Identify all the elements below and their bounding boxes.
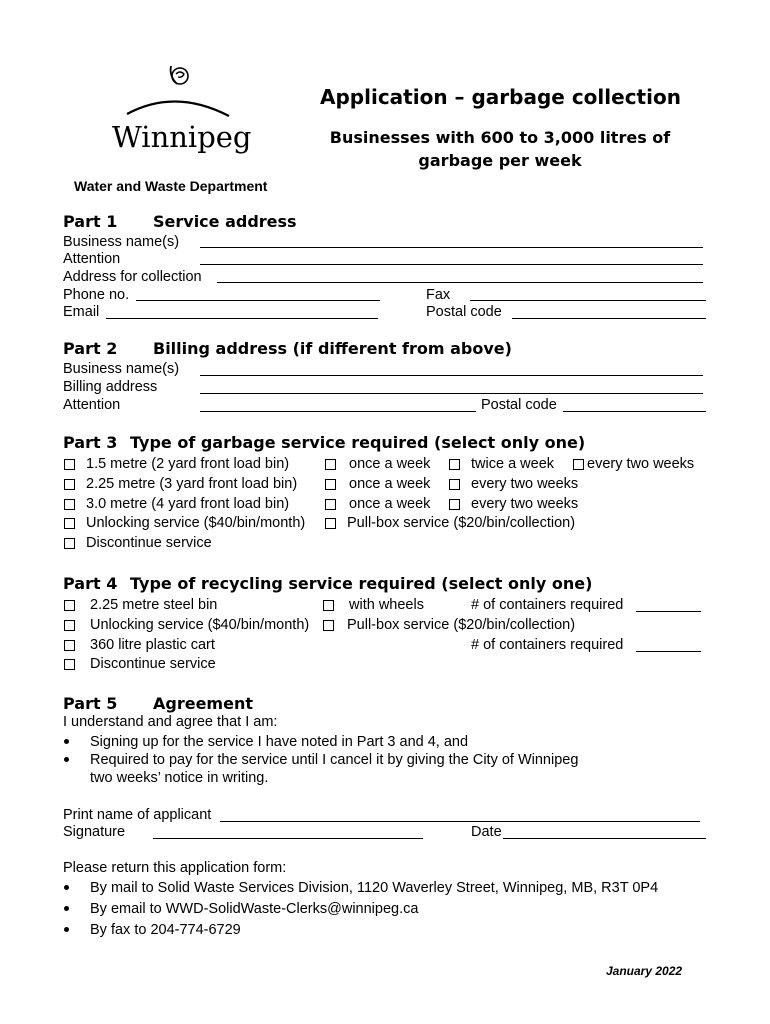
billing-attention-label: Attention <box>63 397 121 413</box>
return-bullet-email <box>64 906 69 911</box>
part1-heading: Service address <box>153 212 297 231</box>
opt-1-5-twice-label: twice a week <box>471 456 555 472</box>
postal-field[interactable] <box>512 318 706 319</box>
agreement-bullet-1 <box>64 739 69 744</box>
opt-3-0-every-two-label: every two weeks <box>471 496 579 512</box>
attention-label: Attention <box>63 251 121 267</box>
garbage-pullbox-label: Pull-box service ($20/bin/collection) <box>347 515 576 531</box>
opt-1-5-twice-checkbox[interactable] <box>449 459 460 470</box>
page-subtitle-2: garbage per week <box>418 151 582 170</box>
recycle-cart-containers-field[interactable] <box>636 651 701 652</box>
logo-text: Winnipeg <box>112 120 252 154</box>
recycle-cart-checkbox[interactable] <box>64 640 75 651</box>
opt-1-5-once-checkbox[interactable] <box>325 459 336 470</box>
billing-business-names-field[interactable] <box>200 375 703 376</box>
signature-field[interactable] <box>153 838 423 839</box>
business-names-field[interactable] <box>200 247 703 248</box>
recycle-cart-containers-label: # of containers required <box>471 637 624 653</box>
date-field[interactable] <box>503 838 706 839</box>
recycle-pullbox-label: Pull-box service ($20/bin/collection) <box>347 617 576 633</box>
opt-1-5-every-two-label: every two weeks <box>587 456 695 472</box>
recycle-wheels-label: with wheels <box>349 597 424 613</box>
phone-label: Phone no. <box>63 287 130 303</box>
agreement-intro: I understand and agree that I am: <box>63 714 278 730</box>
billing-business-names-label: Business name(s) <box>63 361 180 377</box>
opt-1-5-every-two-checkbox[interactable] <box>573 459 584 470</box>
fax-label: Fax <box>426 287 451 303</box>
opt-3-0-once-checkbox[interactable] <box>325 499 336 510</box>
date-label: Date <box>471 824 502 840</box>
recycle-steel-checkbox[interactable] <box>64 600 75 611</box>
billing-address-label: Billing address <box>63 379 158 395</box>
opt-2-25-metre-checkbox[interactable] <box>64 479 75 490</box>
part2-number: Part 2 <box>63 339 118 358</box>
opt-2-25-every-two-label: every two weeks <box>471 476 579 492</box>
part2-heading: Billing address (if different from above) <box>153 339 512 358</box>
phone-field[interactable] <box>136 300 380 301</box>
opt-2-25-once-label: once a week <box>349 476 431 492</box>
recycle-wheels-checkbox[interactable] <box>323 600 334 611</box>
part5-heading: Agreement <box>153 694 253 713</box>
attention-field[interactable] <box>200 264 703 265</box>
winnipeg-logo-icon <box>125 62 235 122</box>
recycle-steel-label: 2.25 metre steel bin <box>90 597 218 613</box>
page-title: Application – garbage collection <box>320 85 681 109</box>
return-bullet-fax <box>64 927 69 932</box>
print-name-label: Print name of applicant <box>63 807 212 823</box>
part1-number: Part 1 <box>63 212 118 231</box>
opt-2-25-once-checkbox[interactable] <box>325 479 336 490</box>
return-mail: By mail to Solid Waste Services Division, 1120 Waverley Street, Winnipeg, MB, R3T 0P4 <box>90 880 659 896</box>
signature-label: Signature <box>63 824 126 840</box>
department-name: Water and Waste Department <box>74 178 268 194</box>
opt-1-5-metre-label: 1.5 metre (2 yard front load bin) <box>86 456 290 472</box>
agreement-item-2a: Required to pay for the service until I cancel it by giving the City of Winnipeg <box>90 752 579 768</box>
postal-label: Postal code <box>426 304 502 320</box>
recycle-steel-containers-field[interactable] <box>636 611 701 612</box>
return-intro: Please return this application form: <box>63 860 287 876</box>
return-email[interactable]: By email to WWD-SolidWaste-Clerks@winnipeg.ca <box>90 901 419 917</box>
recycle-steel-containers-label: # of containers required <box>471 597 624 613</box>
page-subtitle-1: Businesses with 600 to 3,000 litres of <box>329 128 671 147</box>
agreement-item-2b: two weeks’ notice in writing. <box>90 770 269 786</box>
opt-1-5-once-label: once a week <box>349 456 431 472</box>
opt-1-5-metre-checkbox[interactable] <box>64 459 75 470</box>
recycle-cart-label: 360 litre plastic cart <box>90 637 215 653</box>
part4-heading: Type of recycling service required (select only one) <box>130 574 593 593</box>
billing-postal-field[interactable] <box>563 411 706 412</box>
return-fax: By fax to 204-774-6729 <box>90 922 241 938</box>
business-names-label: Business name(s) <box>63 234 180 250</box>
address-field[interactable] <box>217 282 703 283</box>
address-label: Address for collection <box>63 269 202 285</box>
part3-heading: Type of garbage service required (select only one) <box>130 433 586 452</box>
garbage-unlock-checkbox[interactable] <box>64 518 75 529</box>
print-name-field[interactable] <box>220 821 700 822</box>
opt-3-0-once-label: once a week <box>349 496 431 512</box>
opt-2-25-metre-label: 2.25 metre (3 yard front load bin) <box>86 476 298 492</box>
garbage-pullbox-checkbox[interactable] <box>325 518 336 529</box>
billing-attention-field[interactable] <box>200 411 476 412</box>
part4-number: Part 4 <box>63 574 118 593</box>
recycle-discontinue-checkbox[interactable] <box>64 659 75 670</box>
part5-number: Part 5 <box>63 694 118 713</box>
email-field[interactable] <box>106 318 378 319</box>
garbage-discontinue-label: Discontinue service <box>86 535 212 551</box>
footer-date: January 2022 <box>606 964 683 978</box>
part3-number: Part 3 <box>63 433 118 452</box>
garbage-discontinue-checkbox[interactable] <box>64 538 75 549</box>
billing-postal-label: Postal code <box>481 397 557 413</box>
opt-3-0-metre-checkbox[interactable] <box>64 499 75 510</box>
recycle-unlock-label: Unlocking service ($40/bin/month) <box>90 617 310 633</box>
agreement-item-1: Signing up for the service I have noted in Part 3 and 4, and <box>90 734 469 750</box>
agreement-bullet-2 <box>64 757 69 762</box>
garbage-unlock-label: Unlocking service ($40/bin/month) <box>86 515 306 531</box>
opt-3-0-every-two-checkbox[interactable] <box>449 499 460 510</box>
billing-address-field[interactable] <box>200 393 703 394</box>
recycle-discontinue-label: Discontinue service <box>90 656 216 672</box>
opt-2-25-every-two-checkbox[interactable] <box>449 479 460 490</box>
recycle-unlock-checkbox[interactable] <box>64 620 75 631</box>
return-bullet-mail <box>64 885 69 890</box>
email-label: Email <box>63 304 100 320</box>
fax-field[interactable] <box>470 300 706 301</box>
opt-3-0-metre-label: 3.0 metre (4 yard front load bin) <box>86 496 290 512</box>
recycle-pullbox-checkbox[interactable] <box>323 620 334 631</box>
